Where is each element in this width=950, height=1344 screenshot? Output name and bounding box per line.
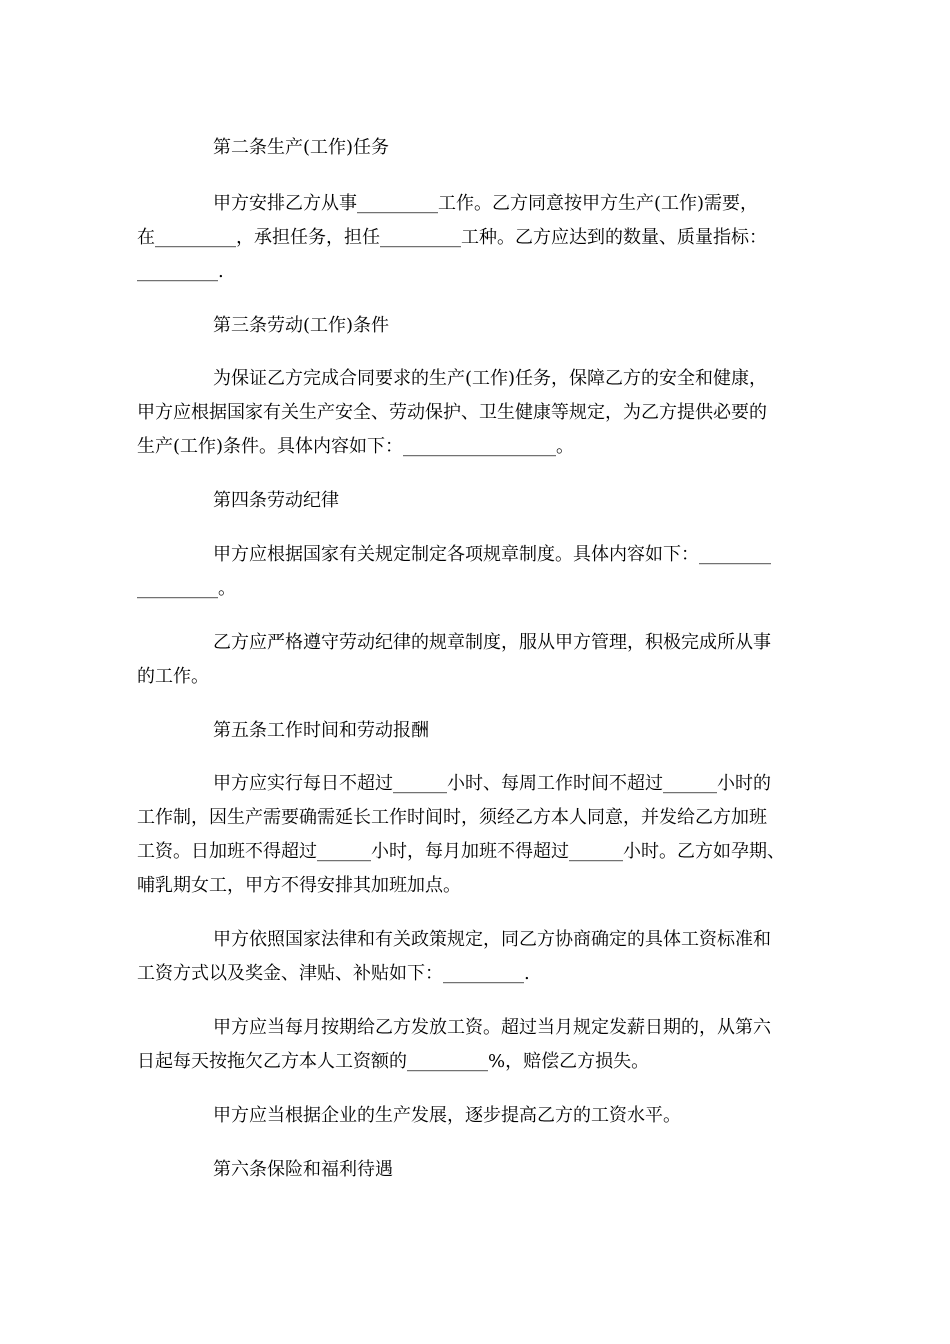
paragraph-line: 甲方应根据国家有关生产安全、劳动保护、卫生健康等规定，为乙方提供必要的 [137, 402, 767, 423]
article-heading: 第五条工作时间和劳动报酬 [213, 720, 429, 741]
article-heading: 第三条劳动(工作)条件 [213, 315, 390, 336]
paragraph-line: 甲方应实行每日不超过______小时、每周工作时间不超过______小时的 [213, 773, 771, 794]
paragraph-line: _________. [137, 261, 224, 282]
paragraph-line: 甲方依照国家法律和有关政策规定，同乙方协商确定的具体工资标准和 [213, 929, 771, 950]
paragraph-line: 甲方安排乙方从事_________工作。乙方同意按甲方生产(工作)需要， [213, 193, 759, 214]
paragraph-line: 工资方式以及奖金、津贴、补贴如下：_________. [137, 963, 530, 984]
paragraph-line: 甲方应根据国家有关规定制定各项规章制度。具体内容如下：________ [213, 544, 771, 565]
paragraph-line: 甲方应当根据企业的生产发展，逐步提高乙方的工资水平。 [213, 1105, 681, 1126]
paragraph-line: 工资。日加班不得超过______小时，每月加班不得超过______小时。乙方如孕期、 [137, 841, 785, 862]
paragraph-line: 哺乳期女工，甲方不得安排其加班加点。 [137, 875, 461, 896]
paragraph-line: 在_________，承担任务，担任_________工种。乙方应达到的数量、质量指标： [137, 227, 767, 248]
paragraph-line: 生产(工作)条件。具体内容如下：_________________。 [137, 436, 575, 457]
article-heading: 第四条劳动纪律 [213, 490, 339, 511]
paragraph-line: 工作制，因生产需要确需延长工作时间时，须经乙方本人同意，并发给乙方加班 [137, 807, 767, 828]
article-heading: 第二条生产(工作)任务 [213, 137, 390, 158]
paragraph-line: 为保证乙方完成合同要求的生产(工作)任务，保障乙方的安全和健康， [213, 368, 768, 389]
paragraph-line: _________。 [137, 578, 236, 599]
article-heading: 第六条保险和福利待遇 [213, 1159, 393, 1180]
paragraph-line: 的工作。 [137, 666, 209, 687]
paragraph-line: 甲方应当每月按期给乙方发放工资。超过当月规定发薪日期的，从第六 [213, 1017, 771, 1038]
paragraph-line: 乙方应严格遵守劳动纪律的规章制度，服从甲方管理，积极完成所从事 [213, 632, 771, 653]
paragraph-line: 日起每天按拖欠乙方本人工资额的_________%，赔偿乙方损失。 [137, 1051, 650, 1072]
